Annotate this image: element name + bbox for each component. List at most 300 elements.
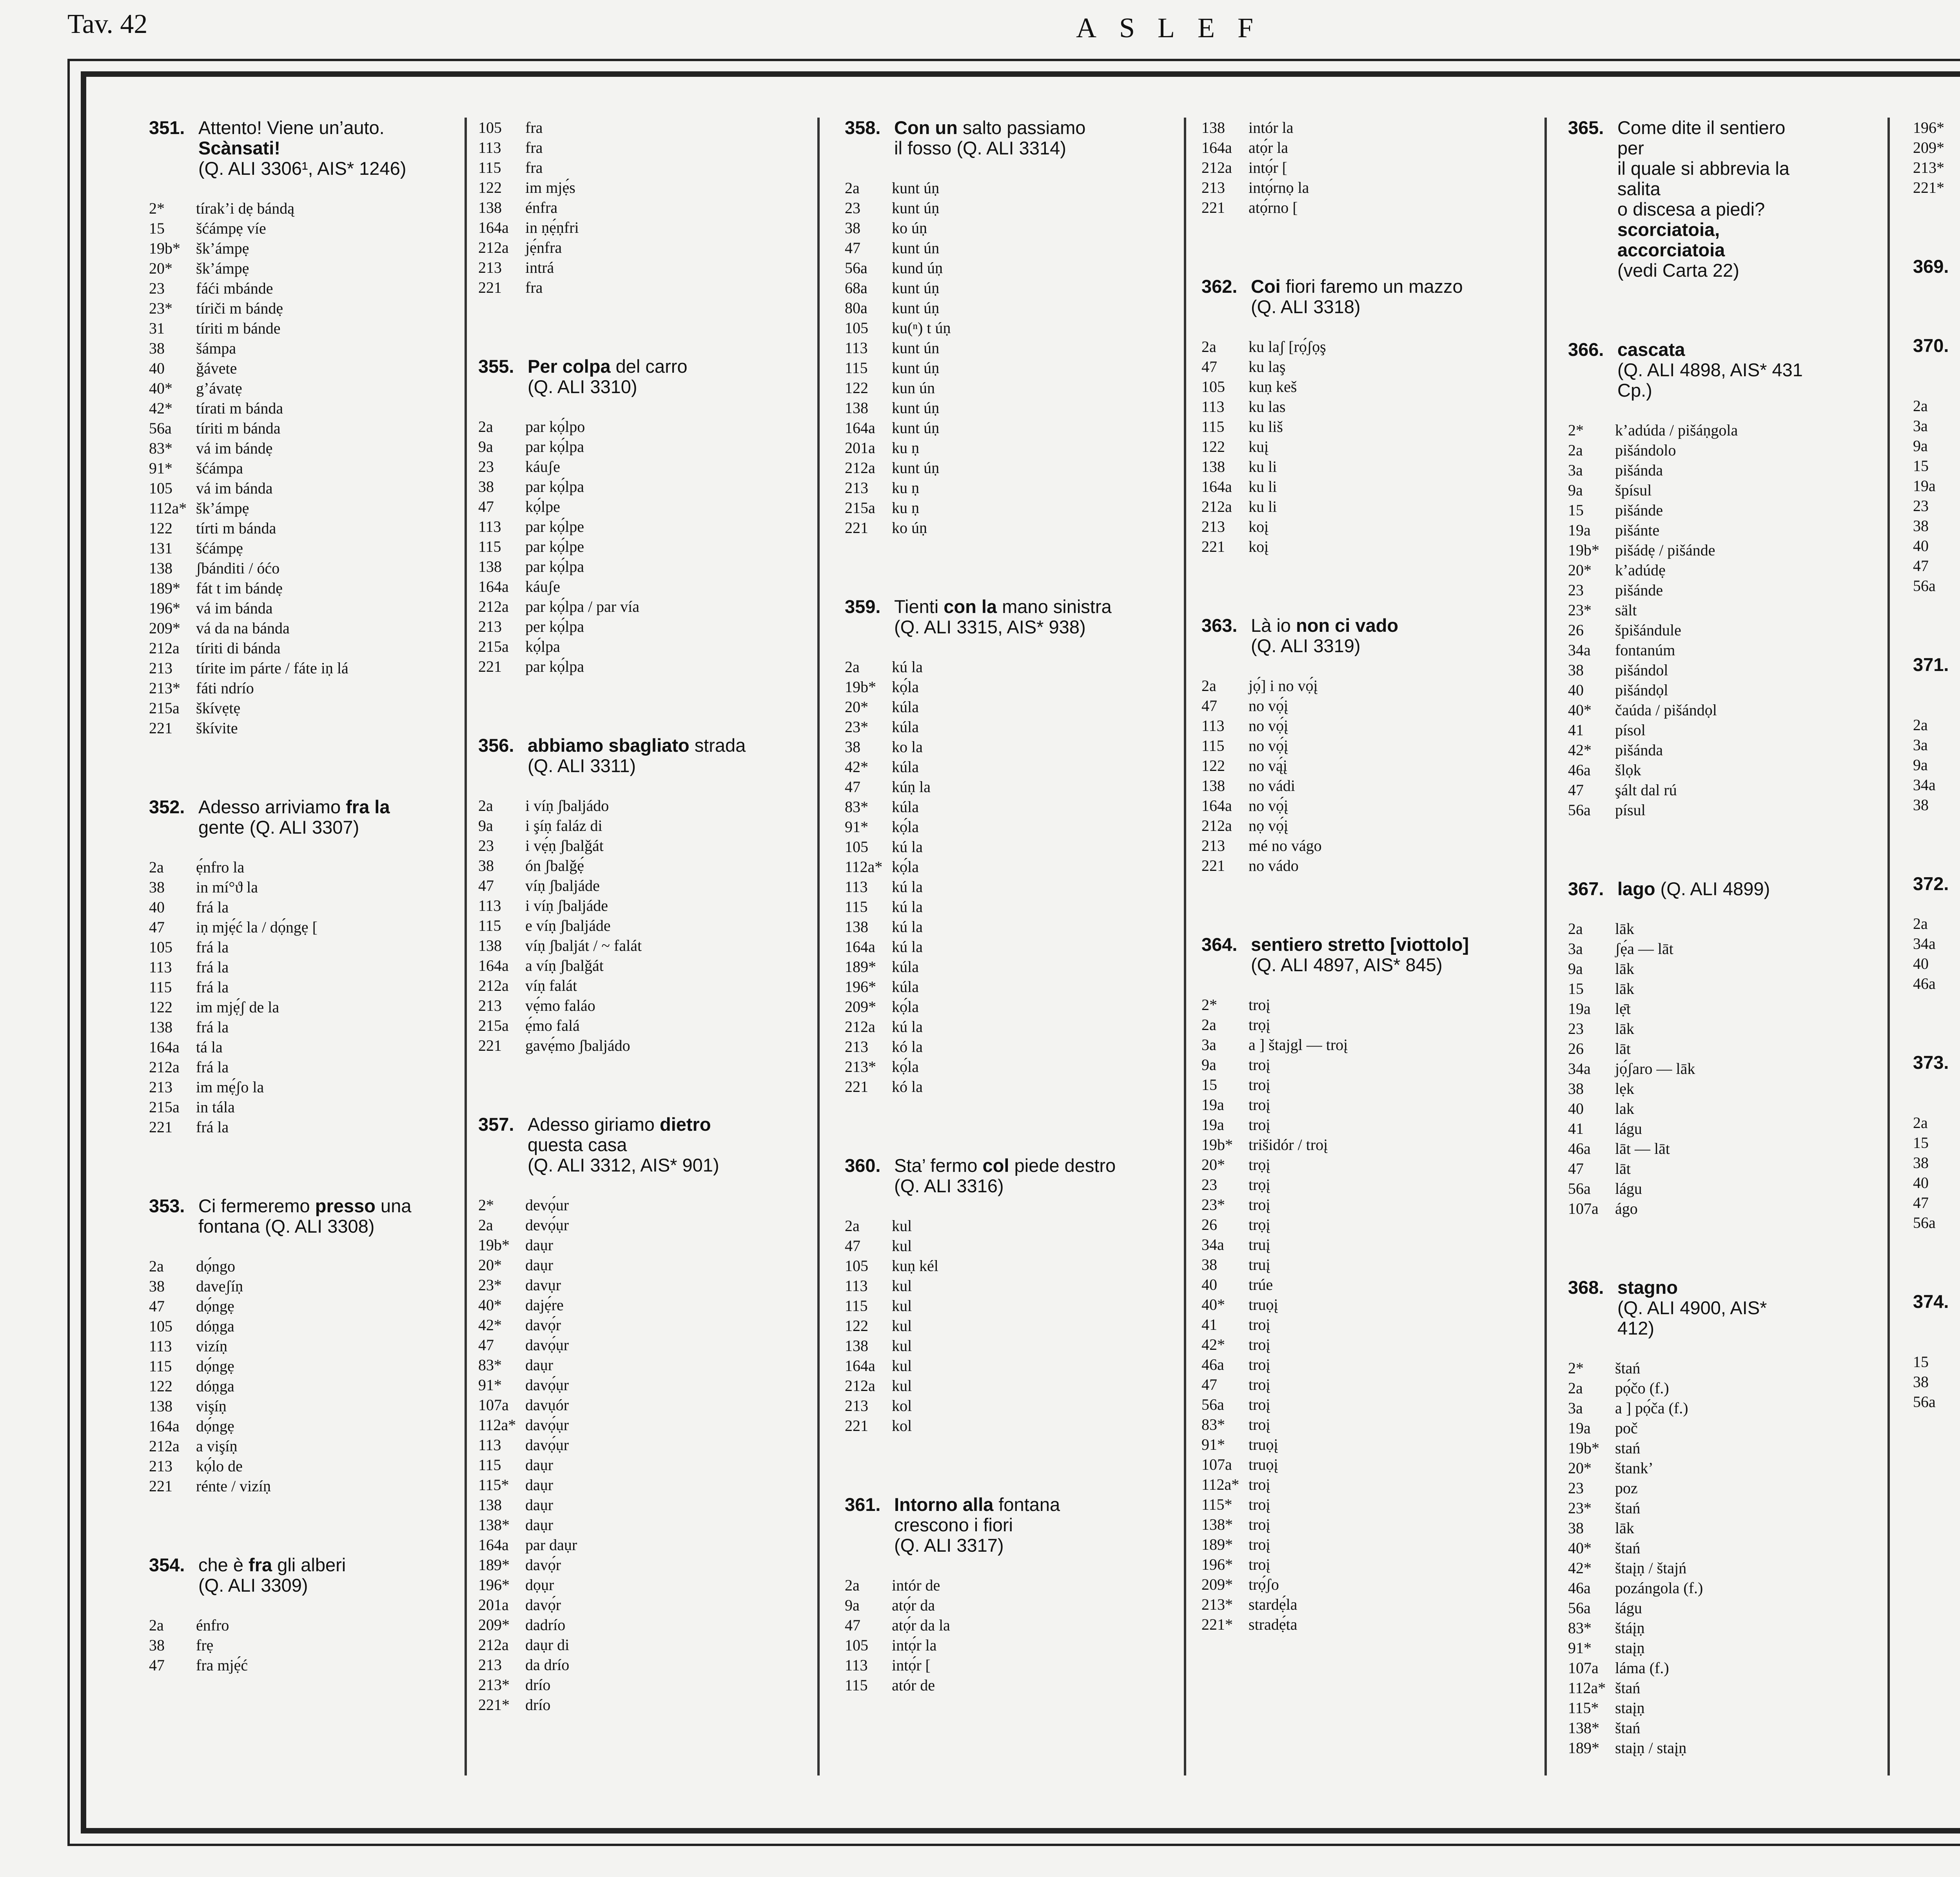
form-row xyxy=(1568,1578,1803,1598)
form-row xyxy=(1568,1378,1803,1398)
dialect-form: lāk xyxy=(1615,1519,1634,1537)
form-row xyxy=(1201,1434,1484,1454)
dialect-form: i víṇ ʃbaljádo xyxy=(525,797,609,814)
point-code: 38 xyxy=(845,738,860,756)
point-code: 38 xyxy=(1568,1080,1584,1097)
point-code: 105 xyxy=(478,119,502,136)
point-code: 113 xyxy=(478,1436,501,1454)
form-list xyxy=(845,1575,1135,1695)
point-code: 42* xyxy=(1568,1559,1592,1577)
form-list xyxy=(1913,715,1960,815)
form-row xyxy=(1913,496,1960,516)
form-row xyxy=(1913,556,1960,576)
form-row xyxy=(1201,1255,1484,1275)
dialect-form: kúla xyxy=(892,718,919,736)
entry xyxy=(1568,339,1803,820)
form-row xyxy=(1201,696,1484,716)
point-code: 2a xyxy=(1913,915,1928,932)
form-row xyxy=(1568,1039,1803,1059)
form-row xyxy=(845,518,1135,538)
point-code: 213 xyxy=(1201,837,1225,854)
form-row xyxy=(478,656,753,676)
dialect-form: fra mjẹ́ć xyxy=(196,1656,248,1674)
point-code: 138 xyxy=(478,1496,502,1514)
point-code: 47 xyxy=(149,918,165,936)
entry-heading xyxy=(478,735,753,776)
form-row xyxy=(149,598,431,618)
form-row xyxy=(478,557,753,577)
dialect-form: davụr xyxy=(525,1276,561,1294)
dialect-form: in tála xyxy=(196,1098,235,1116)
form-row xyxy=(1201,1055,1484,1075)
form-row xyxy=(149,1655,431,1675)
point-code: 221 xyxy=(1201,538,1225,555)
form-row xyxy=(1913,1133,1960,1153)
form-row xyxy=(1201,1115,1484,1135)
entry-continuation xyxy=(1913,118,1960,198)
form-row xyxy=(478,1455,753,1475)
entry-title-line xyxy=(528,756,753,776)
point-code: 3a xyxy=(1913,417,1928,435)
form-row xyxy=(1568,600,1803,620)
dialect-form: písul xyxy=(1615,801,1646,819)
entry-number: 371. xyxy=(1913,654,1949,675)
form-row xyxy=(1201,816,1484,836)
form-row xyxy=(845,1037,1135,1057)
point-code: 215a xyxy=(845,499,875,517)
form-row xyxy=(478,637,753,656)
form-row xyxy=(1201,537,1484,557)
point-code: 26 xyxy=(1201,1216,1217,1233)
form-row xyxy=(478,1415,753,1435)
entry-number: 359. xyxy=(845,596,881,617)
dialect-form: frá la xyxy=(196,938,229,956)
entry-title-line xyxy=(894,1494,1135,1515)
entry-title xyxy=(198,1555,431,1596)
point-code: 138 xyxy=(845,399,868,417)
point-code: 122 xyxy=(149,1377,172,1395)
point-code: 23 xyxy=(1913,497,1929,515)
point-code: 221 xyxy=(1201,857,1225,874)
dialect-form: atọ́r da xyxy=(892,1596,935,1614)
point-code: 42* xyxy=(149,399,172,417)
dialect-form: štaįṇ / štajń xyxy=(1615,1559,1687,1577)
form-row xyxy=(845,298,1135,318)
form-row xyxy=(149,698,431,718)
point-code: 47 xyxy=(478,877,494,894)
keyword: Per colpa xyxy=(528,356,611,377)
form-row xyxy=(149,997,431,1017)
dialect-form: a vişíṇ xyxy=(196,1437,238,1455)
form-row xyxy=(1201,1175,1484,1195)
keyword: Coi xyxy=(1251,276,1281,297)
dialect-form: kó la xyxy=(892,1078,923,1095)
point-code: 38 xyxy=(845,219,860,237)
form-row xyxy=(845,378,1135,398)
point-code: 38 xyxy=(1201,1256,1217,1273)
form-row xyxy=(1568,420,1803,440)
point-code: 221 xyxy=(478,1037,502,1054)
dialect-form: dóṇga xyxy=(196,1317,234,1335)
point-code: 113 xyxy=(1201,398,1225,415)
form-row xyxy=(478,158,753,178)
point-code: 113 xyxy=(845,1277,868,1295)
point-code: 115* xyxy=(478,1476,509,1494)
point-code: 164a xyxy=(478,219,509,236)
form-row xyxy=(1201,1454,1484,1474)
form-row xyxy=(1201,1095,1484,1115)
dialect-form: davọ́r xyxy=(525,1596,561,1614)
entry-number: 355. xyxy=(478,356,514,377)
point-code: 26 xyxy=(1568,621,1584,639)
dialect-form: no vą́į xyxy=(1249,757,1287,774)
form-row xyxy=(1568,1738,1803,1758)
form-row xyxy=(1913,1193,1960,1213)
entry-number: 353. xyxy=(149,1195,185,1216)
point-code: 221 xyxy=(149,719,172,737)
point-code: 221 xyxy=(149,1477,172,1495)
entry-title-line xyxy=(1617,219,1803,260)
point-code: 105 xyxy=(845,838,868,856)
form-row xyxy=(478,796,753,816)
dialect-form: stradẹ́ta xyxy=(1249,1616,1298,1633)
dialect-form: im mjẹ́ʃ de la xyxy=(196,998,279,1016)
form-row xyxy=(845,677,1135,697)
form-row xyxy=(1201,517,1484,537)
point-code: 131 xyxy=(149,539,172,557)
entry-heading xyxy=(845,118,1135,158)
form-row xyxy=(1201,1355,1484,1375)
dialect-form: kul xyxy=(892,1357,912,1375)
point-code: 9a xyxy=(1568,481,1583,499)
point-code: 40* xyxy=(1568,701,1592,719)
title-text: Adesso giriamo xyxy=(528,1114,660,1135)
dialect-form: troį xyxy=(1249,1116,1270,1133)
form-row xyxy=(845,498,1135,518)
dialect-form: vişíṇ xyxy=(196,1397,227,1415)
title-text: il fosso (Q. ALI 3314) xyxy=(894,138,1066,158)
form-row xyxy=(1568,1059,1803,1079)
dialect-form: kul xyxy=(892,1217,912,1235)
form-row xyxy=(478,996,753,1016)
point-code: 113 xyxy=(478,897,501,914)
point-code: 164a xyxy=(845,1357,875,1375)
dialect-form: stardẹ́la xyxy=(1249,1596,1298,1613)
form-row xyxy=(478,417,753,437)
dialect-form: fra xyxy=(525,139,543,156)
point-code: 201a xyxy=(845,439,875,457)
form-row xyxy=(1201,1075,1484,1095)
form-row xyxy=(845,837,1135,857)
dialect-form: e víṇ ʃbaljáde xyxy=(525,917,611,934)
form-row xyxy=(845,1236,1135,1256)
point-code: 2a xyxy=(149,1616,164,1634)
form-row xyxy=(1568,1119,1803,1139)
dialect-form: ku(ⁿ) t úṇ xyxy=(892,319,951,337)
point-code: 138* xyxy=(1568,1719,1599,1737)
dialect-form: par kọ́lpa xyxy=(525,478,584,495)
dialect-form: jẹ́nfra xyxy=(525,239,562,256)
point-code: 2a xyxy=(845,179,860,197)
form-row xyxy=(845,318,1135,338)
form-row xyxy=(149,1097,431,1117)
form-row xyxy=(478,1655,753,1675)
dialect-form: lāk xyxy=(1615,920,1634,938)
point-code: 112a* xyxy=(149,499,187,517)
point-code: 3a xyxy=(1568,940,1583,958)
dialect-form: kú la xyxy=(892,838,923,856)
point-code: 56a xyxy=(1568,801,1591,819)
title-text: crescono i fiori xyxy=(894,1514,1013,1535)
form-row xyxy=(478,896,753,916)
dialect-form: špísul xyxy=(1615,481,1652,499)
entry-title-line xyxy=(198,138,431,158)
dialect-form: troį xyxy=(1249,1376,1270,1393)
dialect-form: daụr xyxy=(525,1496,554,1514)
entry-title-line xyxy=(894,617,1135,637)
point-code: 105 xyxy=(149,938,172,956)
form-row xyxy=(1201,1035,1484,1055)
form-row xyxy=(1913,1153,1960,1173)
dialect-form: pọ́čo (f.) xyxy=(1615,1379,1669,1397)
point-code: 209* xyxy=(1913,139,1944,156)
form-row xyxy=(845,1396,1135,1416)
point-code: 164a xyxy=(149,1417,180,1435)
form-row xyxy=(845,857,1135,877)
dialect-form: pozángola (f.) xyxy=(1615,1579,1703,1597)
point-code: 38 xyxy=(1913,1154,1929,1172)
column xyxy=(1913,118,1960,1775)
dialect-form: tírti m bánda xyxy=(196,519,276,537)
point-code: 209* xyxy=(1201,1576,1233,1593)
entry-title xyxy=(528,735,753,776)
form-row xyxy=(1568,1438,1803,1458)
dialect-form: atọ́r da la xyxy=(892,1616,950,1634)
form-row xyxy=(1201,776,1484,796)
point-code: 38 xyxy=(149,339,165,357)
form-row xyxy=(478,1195,753,1215)
title-text: (Q. ALI 3318) xyxy=(1251,296,1361,317)
form-row xyxy=(149,1017,431,1037)
form-row xyxy=(845,1077,1135,1097)
dialect-form: kuṇ kél xyxy=(892,1257,938,1275)
form-row xyxy=(1201,138,1484,158)
form-row xyxy=(1913,436,1960,456)
point-code: 196* xyxy=(1201,1556,1233,1573)
form-row xyxy=(1201,198,1484,218)
form-row xyxy=(478,258,753,277)
dialect-form: in ṇẹ́ṇfri xyxy=(525,219,579,236)
point-code: 38 xyxy=(1568,661,1584,679)
form-row xyxy=(478,1355,753,1375)
column xyxy=(1568,118,1803,1775)
title-text: Là io xyxy=(1251,615,1296,636)
entry-heading xyxy=(1201,276,1484,317)
point-code: 209* xyxy=(478,1616,510,1634)
point-code: 212a xyxy=(478,239,509,256)
entry-title-line xyxy=(198,118,431,138)
form-row xyxy=(1201,1275,1484,1295)
point-code: 2* xyxy=(1568,421,1584,439)
dialect-form: pišánde xyxy=(1615,501,1663,519)
entry-title-line xyxy=(1617,118,1803,158)
dialect-form: lẹ̄t xyxy=(1615,1000,1631,1017)
point-code: 41 xyxy=(1201,1316,1217,1333)
form-row xyxy=(1568,1099,1803,1119)
point-code: 122 xyxy=(149,519,172,537)
form-row xyxy=(1568,1159,1803,1179)
form-row xyxy=(149,278,431,298)
form-row xyxy=(149,338,431,358)
point-code: 2a xyxy=(478,797,493,814)
form-row xyxy=(845,1416,1135,1436)
point-code: 105 xyxy=(845,1636,868,1654)
form-row xyxy=(1201,1375,1484,1395)
form-list xyxy=(478,118,753,297)
point-code: 20* xyxy=(478,1256,502,1274)
point-code: 56a xyxy=(1913,577,1936,595)
point-code: 2* xyxy=(1201,996,1217,1014)
dialect-form: staįṇ xyxy=(1615,1639,1645,1657)
dialect-form: kú la xyxy=(892,938,923,956)
form-row xyxy=(845,1316,1135,1336)
form-row xyxy=(1201,1015,1484,1035)
form-row xyxy=(149,498,431,518)
point-code: 105 xyxy=(149,1317,172,1335)
point-code: 34a xyxy=(1201,1236,1224,1253)
dialect-form: truį xyxy=(1249,1236,1270,1253)
point-code: 138 xyxy=(149,559,172,577)
point-code: 196* xyxy=(149,599,180,617)
dialect-form: mé no vágo xyxy=(1249,837,1322,854)
point-code: 138 xyxy=(478,199,502,216)
form-row xyxy=(845,218,1135,238)
dialect-form: par daụr xyxy=(525,1536,577,1554)
point-code: 47 xyxy=(1568,1160,1584,1177)
form-list xyxy=(149,1256,431,1496)
point-code: 138 xyxy=(478,558,502,575)
dialect-form: daụr xyxy=(525,1356,554,1374)
title-text: (Q. ALI 3312, AIS* 901) xyxy=(528,1155,719,1175)
entry-title-line xyxy=(1251,636,1484,656)
dialect-form: par kọ́lpo xyxy=(525,418,585,435)
point-code: 113 xyxy=(149,958,172,976)
dialect-form: tíriči m bándẹ xyxy=(196,299,283,317)
dialect-form: kú la xyxy=(892,878,923,896)
entry xyxy=(845,597,1135,1097)
form-row xyxy=(845,817,1135,837)
point-code: 113 xyxy=(845,339,868,357)
entry xyxy=(1568,1277,1803,1758)
dialect-form: frá la xyxy=(196,1118,229,1136)
dialect-form: lāt — lāt xyxy=(1615,1140,1670,1157)
point-code: 19b* xyxy=(845,678,876,696)
point-code: 23 xyxy=(1568,1479,1584,1497)
point-code: 40 xyxy=(149,359,165,377)
form-row xyxy=(1201,1494,1484,1514)
point-code: 83* xyxy=(149,439,172,457)
point-code: 164a xyxy=(478,957,509,974)
dialect-form: tíriti m bánda xyxy=(196,419,281,437)
dialect-form: šćámpẹ víe xyxy=(196,219,266,237)
form-row xyxy=(845,737,1135,757)
form-row xyxy=(1913,974,1960,994)
dialect-form: kund úṇ xyxy=(892,259,943,277)
dialect-form: troį xyxy=(1249,996,1270,1014)
dialect-form: kunt úṇ xyxy=(892,299,940,317)
dialect-form: tíriti m bánde xyxy=(196,319,281,337)
title-text: (Q. ALI 4900, AIS* 412) xyxy=(1617,1297,1767,1338)
entry-heading xyxy=(1568,118,1803,281)
entry-title xyxy=(1617,339,1803,401)
point-code: 40 xyxy=(1913,1174,1929,1191)
form-row xyxy=(1568,979,1803,999)
form-list xyxy=(845,657,1135,1097)
point-code: 2a xyxy=(1201,338,1216,355)
dialect-form: no vọ́į xyxy=(1249,797,1289,814)
point-code: 213* xyxy=(478,1676,510,1694)
form-row xyxy=(478,517,753,537)
point-code: 23* xyxy=(478,1276,502,1294)
form-row xyxy=(1913,516,1960,536)
form-row xyxy=(1568,1418,1803,1438)
dialect-form: drío xyxy=(525,1696,551,1714)
form-row xyxy=(149,298,431,318)
form-row xyxy=(478,1275,753,1295)
dialect-form: truọį xyxy=(1249,1436,1278,1453)
dialect-form: dajẹ́re xyxy=(525,1296,564,1314)
point-code: 115* xyxy=(1568,1699,1599,1717)
form-row xyxy=(149,857,431,877)
form-row xyxy=(149,638,431,658)
dialect-form: troį xyxy=(1249,1516,1270,1533)
dialect-form: káuʃe xyxy=(525,578,560,595)
dialect-form: ku laş xyxy=(1249,358,1286,375)
point-code: 15 xyxy=(1201,1076,1217,1094)
dialect-form: intọ́r [ xyxy=(1249,159,1287,176)
entry xyxy=(478,1114,753,1715)
point-code: 115 xyxy=(845,1297,868,1315)
dialect-form: drío xyxy=(525,1676,551,1694)
entry-heading xyxy=(1201,615,1484,656)
point-code: 47 xyxy=(1201,697,1217,715)
point-code: 215a xyxy=(149,1098,180,1116)
title-text: (Q. ALI 3309) xyxy=(198,1575,308,1596)
form-row xyxy=(1913,934,1960,954)
form-row xyxy=(149,1416,431,1436)
form-row xyxy=(1201,836,1484,856)
dialect-form: davọ́ụr xyxy=(525,1376,569,1394)
title-text: Sta’ fermo xyxy=(894,1155,983,1176)
entry-number: 360. xyxy=(845,1155,881,1176)
entry-title-line xyxy=(528,1155,753,1175)
form-list xyxy=(1201,118,1484,218)
dialect-form: pišándol xyxy=(1615,661,1668,679)
point-code: 113 xyxy=(1201,717,1225,734)
dialect-form: kunt úṇ xyxy=(892,419,940,437)
point-code: 115 xyxy=(149,1357,172,1375)
dialect-form: fra xyxy=(525,159,543,176)
form-row xyxy=(478,1495,753,1515)
form-row xyxy=(845,1635,1135,1655)
point-code: 213* xyxy=(845,1058,876,1075)
form-row xyxy=(1201,1135,1484,1155)
point-code: 138 xyxy=(1201,119,1225,136)
form-row xyxy=(845,1296,1135,1316)
form-row xyxy=(845,1276,1135,1296)
dialect-form: šćámpẹ xyxy=(196,539,243,557)
dialect-form: lágu xyxy=(1615,1120,1642,1137)
